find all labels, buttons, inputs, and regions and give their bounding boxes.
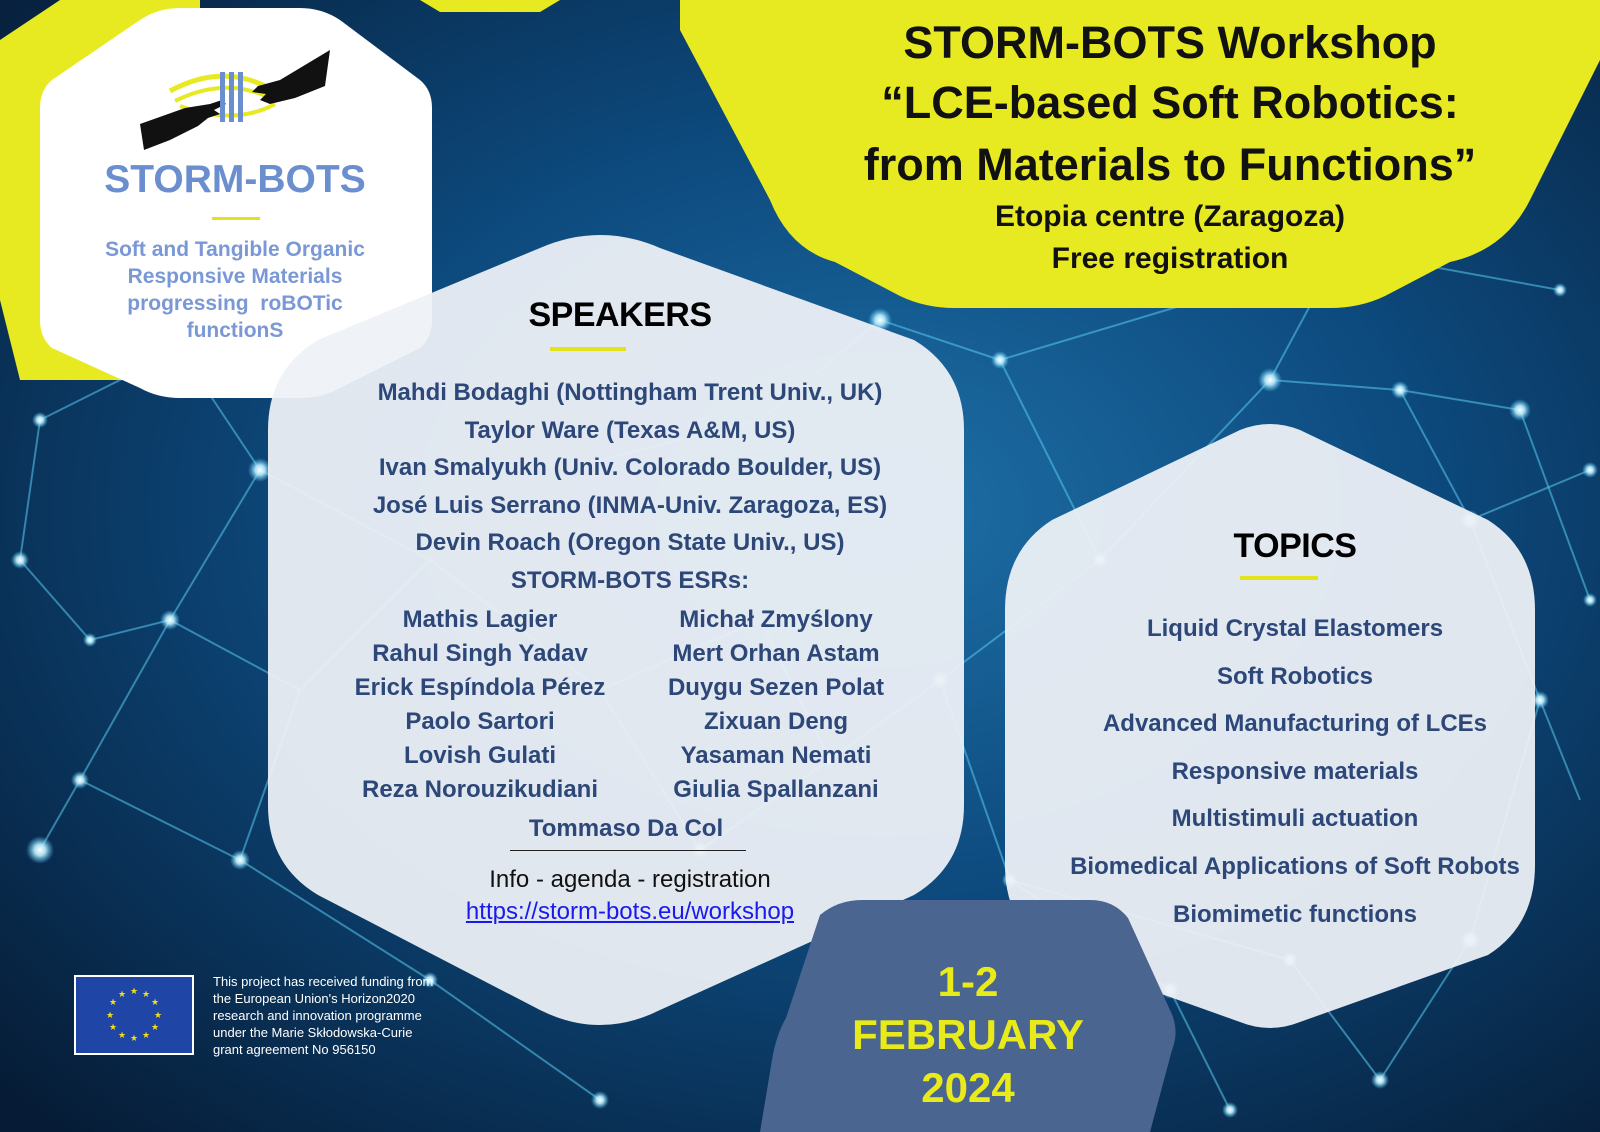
logo-tagline-line: progressing roBOTic (127, 292, 343, 315)
svg-text:★: ★ (150, 998, 160, 1008)
esr-item: Mert Orhan Astam (672, 640, 880, 667)
esr-item: Giulia Spallanzani (673, 776, 879, 803)
svg-text:★: ★ (108, 998, 118, 1008)
logo-tagline-line: functionS (186, 319, 284, 342)
logo-tagline-line: Soft and Tangible Organic (105, 238, 365, 261)
svg-text:★: ★ (105, 1011, 115, 1021)
svg-text:★: ★ (117, 990, 127, 1000)
workshop-title: STORM-BOTS Workshop (903, 17, 1437, 68)
event-date (808, 955, 1128, 1114)
logo-divider (212, 217, 260, 220)
svg-text:★: ★ (129, 987, 139, 997)
speaker-item: Ivan Smalyukh (Univ. Colorado Boulder, US) (378, 454, 882, 481)
event-days: 1-2 (937, 958, 999, 1005)
speakers-heading-rule (550, 347, 626, 351)
speaker-item: Mahdi Bodaghi (Nottingham Trent Univ., UK) (377, 379, 883, 406)
esr-list-left (330, 603, 630, 807)
esr-item: Reza Norouzikudiani (361, 776, 599, 803)
info-label: Info - agenda - registration (489, 866, 771, 893)
esr-item: Rahul Singh Yadav (372, 640, 588, 667)
workshop-subtitle-line1: “LCE-based Soft Robotics: (881, 77, 1459, 128)
svg-text:★: ★ (150, 1023, 160, 1033)
registration-note: Free registration (1051, 242, 1289, 275)
svg-text:★: ★ (153, 1011, 163, 1021)
esr-item: Duygu Sezen Polat (667, 674, 885, 701)
hands-touching-icon (140, 46, 330, 154)
topic-item: Biomimetic functions (1172, 900, 1418, 928)
topics-list (1020, 605, 1570, 938)
title-block (780, 14, 1560, 280)
svg-text:★: ★ (141, 990, 151, 1000)
esr-item: Michał Zmyślony (679, 606, 873, 633)
esr-item: Erick Espíndola Pérez (354, 674, 606, 701)
logo-tagline-line: Responsive Materials (127, 265, 343, 288)
event-month: FEBRUARY (852, 1011, 1084, 1058)
topic-item: Biomedical Applications of Soft Robots (1070, 852, 1520, 880)
eu-flag-icon (74, 975, 194, 1055)
esr-item-last: Tommaso Da Col (528, 815, 724, 842)
speakers-list (300, 374, 960, 599)
topic-item: Soft Robotics (1217, 662, 1373, 690)
esr-item: Paolo Sartori (405, 708, 555, 735)
event-year: 2024 (921, 1064, 1015, 1111)
funding-statement (213, 973, 473, 1058)
topics-heading-rule (1240, 576, 1318, 580)
workshop-subtitle-line2: from Materials to Functions” (863, 139, 1477, 190)
speaker-item: Taylor Ware (Texas A&M, US) (464, 416, 796, 444)
topic-item: Multistimuli actuation (1171, 805, 1419, 833)
funding-line: under the Marie Skłodowska-Curie (213, 1025, 413, 1040)
esr-item: Mathis Lagier (402, 606, 558, 633)
esr-list-right (626, 603, 926, 807)
svg-text:★: ★ (129, 1034, 139, 1044)
workshop-link[interactable]: https://storm-bots.eu/workshop (465, 898, 795, 925)
logo-name: STORM-BOTS (104, 158, 366, 201)
svg-text:★: ★ (141, 1031, 151, 1041)
funding-line: This project has received funding from (213, 974, 434, 989)
topic-item: Responsive materials (1171, 757, 1419, 785)
logo-tagline (55, 236, 415, 344)
speaker-item: Devin Roach (Oregon State Univ., US) (415, 529, 845, 556)
speakers-divider (510, 850, 746, 851)
speakers-heading: SPEAKERS (528, 296, 712, 334)
svg-text:★: ★ (108, 1023, 118, 1033)
topic-item: Advanced Manufacturing of LCEs (1102, 710, 1488, 738)
esr-heading: STORM-BOTS ESRs: (510, 566, 750, 594)
topic-item: Liquid Crystal Elastomers (1146, 615, 1444, 642)
funding-line: the European Union's Horizon2020 (213, 991, 415, 1006)
venue: Etopia centre (Zaragoza) (994, 200, 1346, 233)
svg-text:★: ★ (117, 1031, 127, 1041)
funding-line: research and innovation programme (213, 1008, 422, 1023)
esr-item: Yasaman Nemati (680, 742, 872, 769)
esr-item: Zixuan Deng (703, 708, 848, 735)
speaker-item: José Luis Serrano (INMA-Univ. Zaragoza, ES) (372, 491, 888, 519)
funding-line: grant agreement No 956150 (213, 1042, 376, 1057)
esr-item: Lovish Gulati (403, 742, 556, 769)
topics-heading: TOPICS (1233, 527, 1357, 565)
